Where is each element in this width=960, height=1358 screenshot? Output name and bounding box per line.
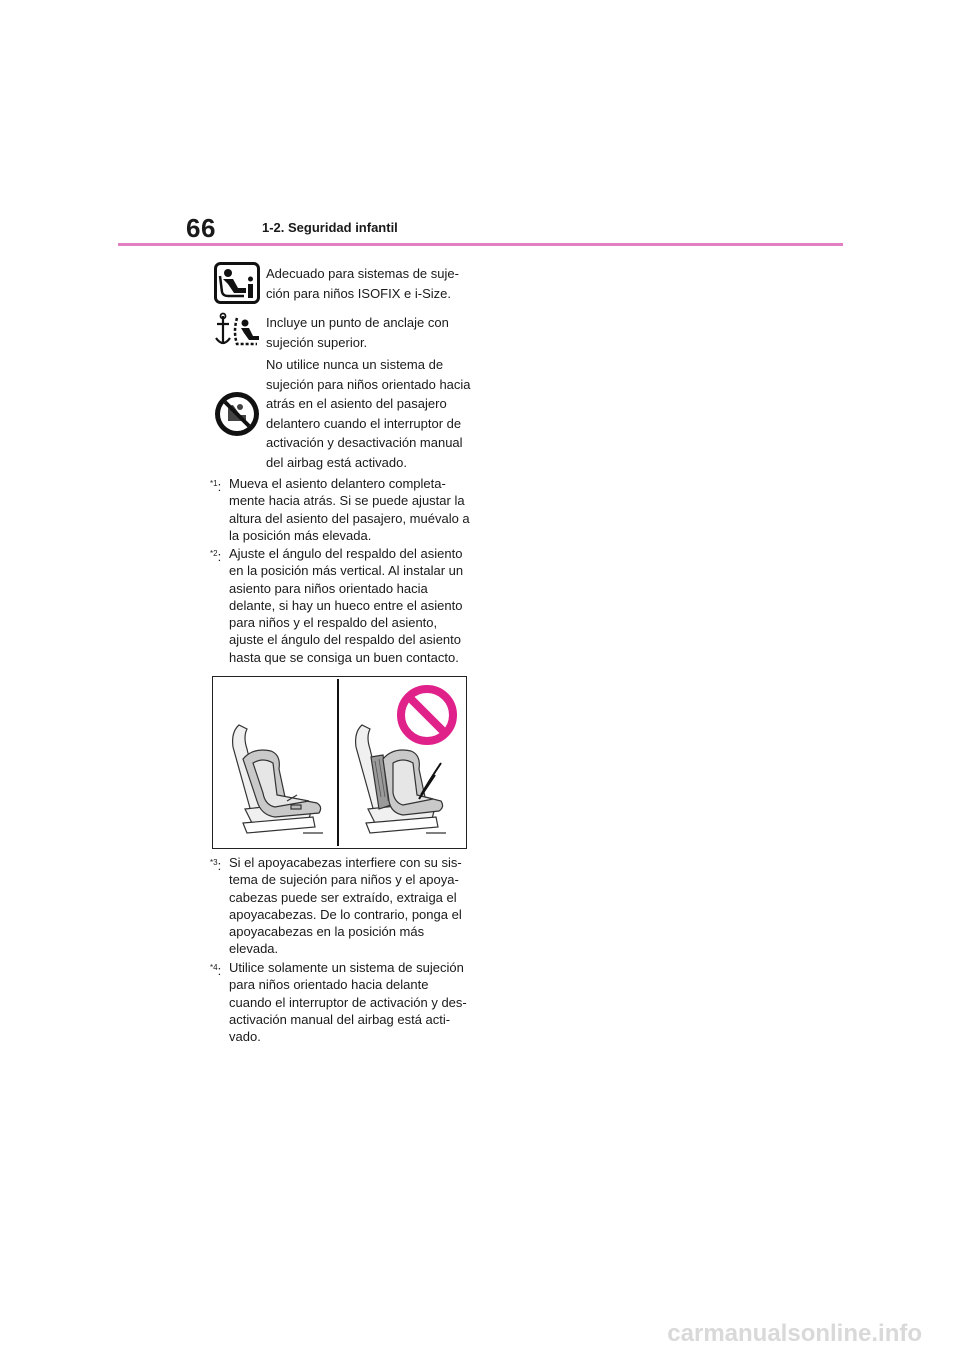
footnote-3 [210, 854, 472, 958]
top-tether-anchor-icon [213, 312, 263, 352]
footnote-text: Utilice solamente un sistema de sujeción para niños orientado hacia delante cuando el interruptor de activación y des- activación manual del airbag está acti- vado. [229, 960, 467, 1045]
footnote-marker: $^{*2}$: [210, 549, 222, 564]
correct-seat-panel [233, 725, 323, 833]
footnote-text: Mueva el asiento delantero completa- mente hacia atrás. Si se puede ajustar la altura del asiento del pasajero, muévalo a la posición más elevada. [229, 476, 470, 543]
legend-text-anchor: Incluye un punto de anclaje con sujeción superior. [266, 315, 449, 350]
footnote-marker: $^{*1}$: [210, 479, 222, 494]
footnote-marker: $^{*3}$: [210, 858, 222, 873]
no-rear-facing-seat-icon [214, 391, 260, 437]
prohibited-icon [401, 689, 453, 741]
isofix-seat-icon [214, 262, 260, 304]
footnote-text: Si el apoyacabezas interfiere con su sis- tema de sujeción para niños y el apoya- cabezas puede ser extraído, extraiga el apoyacabezas. De lo contrario, ponga el apoyacabezas en la posición más elevada. [229, 855, 462, 957]
footnote-text: Ajuste el ángulo del respaldo del asiento en la posición más vertical. Al instalar un asiento para niños orientado hacia delante, si hay un hueco entre el asiento para niños y el respaldo del asiento, ajuste el ángulo del respaldo del asiento hasta que se consiga un buen contacto. [229, 546, 464, 665]
footnote-4 [210, 959, 472, 1045]
footnote-1 [210, 475, 472, 544]
section-title: 1-2. Seguridad infantil [262, 220, 398, 235]
footnote-marker: $^{*4}$: [210, 963, 222, 978]
page-number: 66 [186, 213, 216, 243]
watermark: carmanualsonline.info [667, 1320, 922, 1347]
footnote-2 [210, 545, 472, 666]
seat-illustration-figure [212, 676, 467, 849]
legend-text-no-rear-facing: No utilice nunca un sistema de sujeción para niños orientado hacia atrás en el asiento del pasajero delantero cuando el interruptor de activación y desactivación manual del airbag está activado. [266, 357, 471, 470]
legend-text-isofix: Adecuado para sistemas de suje- ción para niños ISOFIX e i-Size. [266, 266, 459, 301]
header-divider [118, 243, 843, 246]
